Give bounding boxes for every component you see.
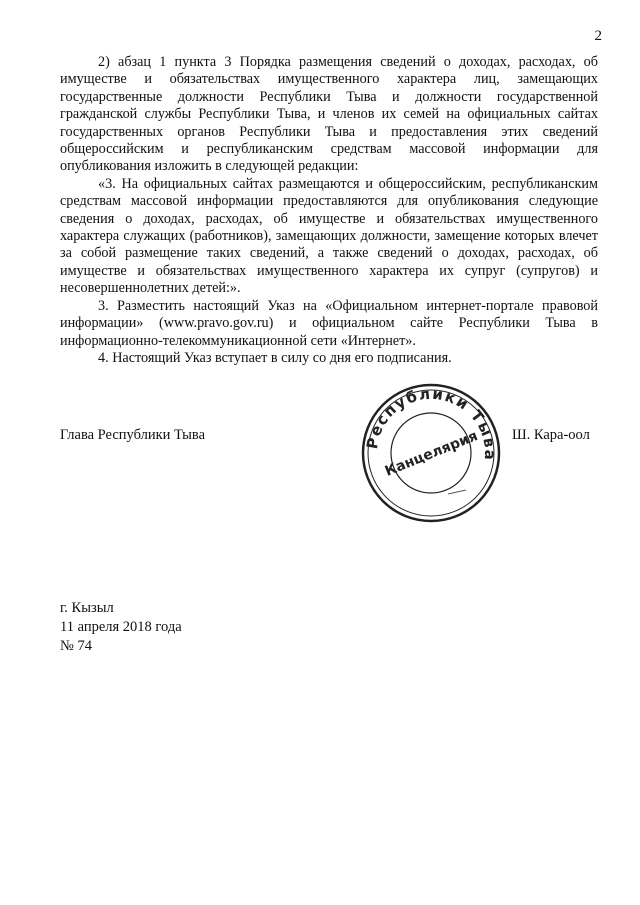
decree-body — [60, 54, 598, 367]
footer-city: г. Кызыл — [60, 600, 114, 616]
stamp-ring-text: Республики Тыва — [362, 384, 500, 462]
footer-date: 11 апреля 2018 года — [60, 619, 182, 635]
signatory-name: Ш. Кара-оол — [512, 427, 590, 443]
page-number: 2 — [594, 28, 602, 44]
paragraph-effective-date: 4. Настоящий Указ вступает в силу со дня его подписания. — [98, 349, 452, 366]
stamp-center-text: Канцелярия — [382, 428, 481, 480]
decree-footer — [60, 599, 182, 656]
paragraph-amendment: 2) абзац 1 пункта 3 Порядка размещения сведений о доходах, расходах, об имуществе и обязательствах имущественного характера лиц, замещающих государственные должности Республики Тыва и должности государственной гражданской службы Республики Тыва, и членов их семей на официальных сайтах государственных органов Республики Тыва и предоставления этих сведений общероссийским и республиканским средствам массовой информации для опубликования изложить в следующей редакции: — [60, 54, 598, 175]
office-stamp — [360, 382, 502, 524]
paragraph-publication: 3. Разместить настоящий Указ на «Официальном интернет-портале правовой информации» (www.pravo.gov.ru) и официальном сайте Республики Тыва в информационно-телекоммуникационной сети «Интернет». — [60, 297, 598, 349]
footer-number: № 74 — [60, 638, 92, 654]
paragraph-quoted-clause: «3. На официальных сайтах размещаются и общероссийским, республиканским средствам массовой информации предоставляются для опубликования следующие сведения о доходах, расходах, об имуществе и обязательствах имущественного характера служащих (работников), замещающих должности, замещение которых влечет за собой размещение таких сведений, а также сведений о доходах, расходах, об имуществе и обязательствах имущественного характера их супруг (супругов) и несовершеннолетних детей:». — [60, 175, 598, 297]
signatory-title: Глава Республики Тыва — [60, 427, 206, 443]
